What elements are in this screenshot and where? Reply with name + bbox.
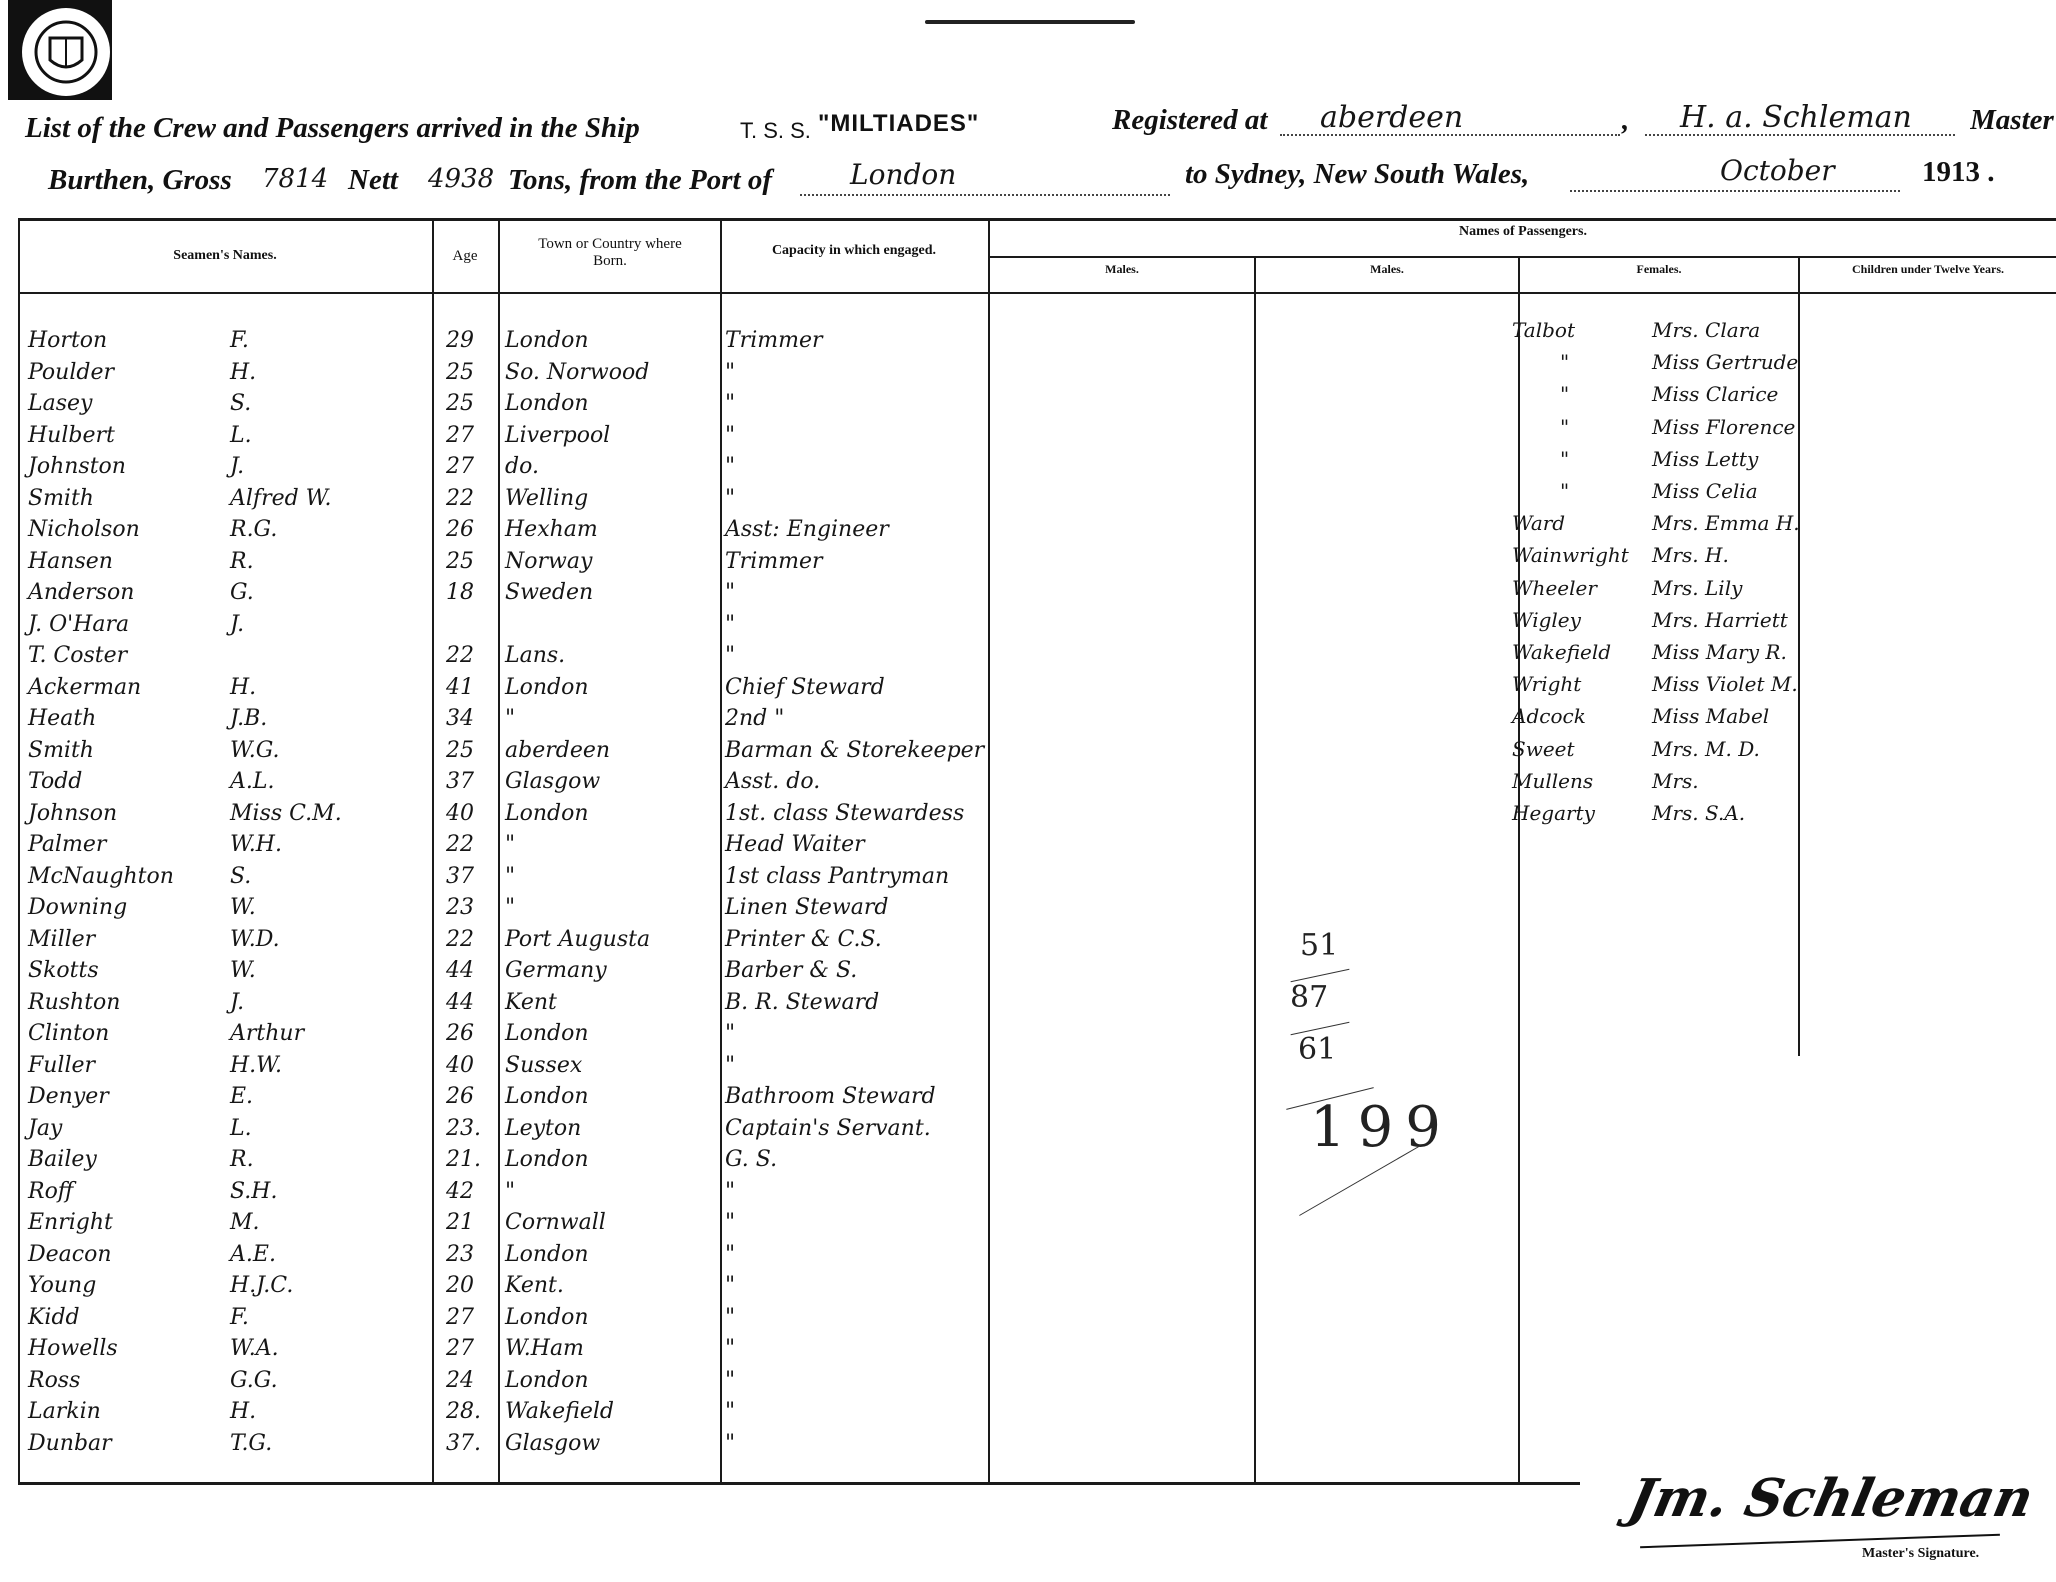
crew-capacity: Barman & Storekeeper [725,737,985,763]
crew-initials: Miss C.M. [230,800,342,826]
crew-surname: Rushton [28,989,121,1015]
crew-birthplace: London [505,1021,589,1046]
crew-birthplace: Port Augusta [505,926,651,952]
crew-birthplace: aberdeen [505,737,611,763]
female-passenger-row [1512,608,2056,639]
crew-age: 27 [446,1336,474,1361]
crew-birthplace: London [505,674,589,700]
tons-from-label: Tons, from the Port of [508,164,772,196]
crew-surname: Larkin [28,1399,101,1424]
crew-row [0,1431,2056,1462]
crew-birthplace: do. [505,454,539,479]
crew-birthplace: Kent. [505,1273,564,1298]
gross-tons: 7814 [262,164,329,194]
crew-row [0,1242,2056,1273]
passenger-surname: " [1560,350,1570,375]
passenger-surname: Ward [1512,511,1566,536]
crew-birthplace: " [505,895,516,920]
passenger-surname: " [1560,414,1570,439]
crew-capacity: Trimmer [725,328,823,353]
crew-capacity: " [725,1367,736,1393]
female-passenger-row [1512,769,2056,800]
crew-row [0,895,2056,926]
female-passenger-row [1512,543,2056,574]
passenger-given-name: Miss Clarice [1652,382,1779,407]
crew-initials: H. [230,674,257,700]
crew-initials: H.J.C. [230,1273,294,1298]
crew-surname: T. Coster [28,643,128,668]
crew-surname: J. O'Hara [28,611,130,637]
crew-capacity: 1st class Pantryman [725,863,950,889]
crew-age: 25 [446,548,474,574]
crew-capacity: " [725,1273,736,1298]
passenger-given-name: Mrs. Lily [1652,575,1743,600]
crew-surname: Skotts [28,958,99,983]
passenger-surname: Adcock [1512,704,1586,729]
crew-birthplace: So. Norwood [505,359,650,385]
crew-capacity: " [725,1210,736,1235]
crew-age: 20 [446,1273,474,1298]
crew-age: 28. [446,1399,481,1424]
list-label: List of the Crew and Passengers arrived in the Ship [25,112,640,144]
crew-capacity: B. R. Steward [725,989,880,1015]
crew-initials: F. [230,1304,249,1330]
crew-age: 37. [446,1430,481,1456]
crew-row [0,832,2056,863]
passenger-given-name: Miss Gertrude [1652,350,1799,375]
passenger-surname: " [1560,479,1570,503]
crew-age: 41 [446,674,474,700]
crew-surname: Miller [28,926,96,952]
crew-age: 27 [446,454,474,479]
crew-initials: H. [230,359,257,385]
crew-capacity: Linen Steward [725,895,889,920]
female-passenger-row [1512,447,2056,478]
passenger-given-name: Mrs. Harriett [1652,607,1788,632]
top-rule-mark [925,20,1135,24]
crew-birthplace: Kent [505,989,557,1015]
crew-capacity: Barber & S. [725,958,858,983]
crew-capacity: G. S. [725,1147,778,1172]
female-passenger-row [1512,672,2056,703]
crew-surname: Todd [28,769,83,794]
crew-capacity: " [725,1021,736,1046]
ship-name: "MILTIADES" [818,110,980,137]
crew-capacity: Head Waiter [725,832,865,857]
crew-row [0,1273,2056,1304]
crew-birthplace: London [505,328,589,353]
crew-age: 22 [446,926,474,952]
crew-birthplace: Sussex [505,1052,583,1078]
crew-capacity: " [725,485,736,511]
crew-initials: A.L. [230,769,275,794]
crew-age: 34 [446,706,474,731]
passenger-given-name: Mrs. Emma H. [1652,511,1800,536]
crew-age: 22 [446,485,474,511]
col-header-names-of-passengers: Names of Passengers. [1459,224,1587,239]
crew-initials: W.H. [230,832,282,857]
crew-initials: W. [230,958,256,983]
passenger-given-name: Mrs. S.A. [1652,801,1746,825]
crew-surname: Anderson [28,580,135,605]
crew-surname: Ackerman [28,674,142,700]
passenger-given-name: Miss Mabel [1652,704,1770,729]
crew-surname: Nicholson [28,517,140,542]
crew-age: 22 [446,832,474,857]
passenger-given-name: Mrs. M. D. [1652,736,1760,761]
crew-initials: J. [230,989,245,1015]
crew-capacity: " [725,1430,736,1456]
passenger-surname: Wakefield [1512,640,1612,664]
tally-51: 51 [1300,928,1339,963]
crew-birthplace: " [505,863,516,889]
crew-row [0,1368,2056,1399]
crew-initials: W.D. [230,926,280,952]
crew-row [0,1336,2056,1367]
crew-surname: Fuller [28,1052,96,1078]
crew-initials: J. [230,611,245,637]
crew-surname: Hulbert [28,422,115,448]
passenger-surname: Mullens [1512,768,1594,793]
crew-initials: W.A. [230,1336,279,1361]
passenger-surname: Wigley [1512,607,1581,632]
column-header-bottom-rule [18,292,2056,294]
from-port: London [850,158,957,191]
table-bottom-rule [18,1482,1580,1485]
crew-surname: Howells [28,1336,118,1361]
crew-surname: Young [28,1273,97,1298]
crew-initials: M. [230,1210,260,1235]
crew-birthplace: Cornwall [505,1210,606,1235]
crew-birthplace: " [505,1178,516,1204]
table-top-rule [18,218,2056,221]
port-dotted-line [800,194,1170,196]
crew-birthplace: London [505,1304,589,1330]
crew-birthplace: Glasgow [505,1430,601,1456]
crew-age: 26 [446,517,474,542]
crew-initials: E. [230,1084,254,1109]
registered-port: aberdeen [1320,100,1464,135]
crew-row [0,1116,2056,1147]
crew-capacity: Asst: Engineer [725,517,889,542]
crew-age: 44 [446,958,474,983]
crew-capacity: " [725,391,736,416]
crew-age: 40 [446,1052,474,1078]
crew-age: 25 [446,737,474,763]
crew-capacity: Trimmer [725,548,823,574]
passenger-surname: Wright [1512,672,1582,697]
crew-row [0,1305,2056,1336]
crew-age: 25 [446,359,474,385]
col-header-children: Children under Twelve Years. [1851,262,2004,276]
col-header-town: Town or Country where Born. [538,236,682,269]
crew-row [0,1147,2056,1178]
crew-capacity: " [725,643,736,668]
crew-age: 44 [446,989,474,1015]
crew-capacity: " [725,1178,736,1204]
crew-row [0,1021,2056,1052]
crew-row [0,864,2056,895]
date-dotted-line [1570,190,1900,192]
female-passenger-row [1512,737,2056,768]
crew-birthplace: Norway [505,548,593,574]
crew-birthplace: Welling [505,485,589,511]
nett-label: Nett [348,164,398,196]
passenger-given-name: Miss Mary R. [1652,640,1787,664]
master-signature [1623,1468,2039,1538]
to-sydney-label: to Sydney, New South Wales, [1185,158,1530,190]
passenger-given-name: Mrs. Clara [1652,318,1761,342]
crew-birthplace: W.Ham [505,1336,584,1361]
crew-row [0,990,2056,1021]
crew-row [0,1179,2056,1210]
crew-age: 18 [446,580,474,605]
crew-initials: Arthur [230,1021,305,1046]
crew-initials: S. [230,863,252,889]
crew-row [0,1210,2056,1241]
female-passenger-row [1512,382,2056,413]
crew-initials: A.E. [230,1241,276,1267]
crew-capacity: " [725,1304,736,1330]
crew-surname: Heath [28,706,97,731]
crew-surname: Lasey [28,391,93,416]
female-passenger-row [1512,704,2056,735]
passenger-given-name: Miss Letty [1652,446,1759,471]
passenger-given-name: Miss Violet M. [1652,672,1798,697]
col-header-females: Females. [1636,262,1682,276]
tally-total: 199 [1310,1095,1453,1160]
crew-capacity: Printer & C.S. [725,926,882,952]
female-passenger-row [1512,511,2056,542]
crew-initials: G. [230,580,254,605]
crew-surname: Ross [28,1367,81,1393]
crew-age: 21 [446,1210,474,1235]
crew-age: 21. [446,1147,481,1172]
crew-birthplace: Leyton [505,1115,582,1141]
burthen-label: Burthen, Gross [48,164,232,196]
crew-initials: S. [230,391,252,416]
crew-row [0,1053,2056,1084]
crew-age: 29 [446,328,474,353]
passenger-surname: Wainwright [1512,543,1629,568]
crew-initials: J. [230,454,245,479]
crew-initials: H.W. [230,1052,282,1078]
nett-tons: 4938 [428,164,495,194]
crew-capacity: " [725,611,736,637]
passenger-surname: Wheeler [1512,575,1597,600]
female-passenger-row [1512,640,2056,671]
crew-surname: Palmer [28,832,107,857]
crew-birthplace: Liverpool [505,422,611,448]
crew-row [0,927,2056,958]
crew-age: 27 [446,1304,474,1330]
crew-initials: T.G. [230,1430,273,1456]
master-name: H. a. Schleman [1680,100,1912,135]
crew-age: 23 [446,895,474,920]
crew-initials: W.G. [230,737,280,763]
col-header-capacity: Capacity in which engaged. [771,243,937,258]
crew-initials: R. [230,548,254,574]
crew-age: 26 [446,1084,474,1109]
passenger-given-name: Miss Florence [1652,414,1796,439]
crew-surname: Poulder [28,359,114,385]
passenger-given-name: Miss Celia [1652,479,1758,503]
crew-birthplace: London [505,391,589,416]
passenger-surname: Sweet [1512,736,1575,761]
crew-birthplace: Lans. [505,643,566,668]
passenger-header-rule [990,256,2056,258]
header-comma: , [1622,104,1630,136]
master-label: Master [1970,104,2054,136]
crew-birthplace: " [505,832,516,857]
col-header-males-1: Males. [1105,262,1139,276]
crew-surname: Deacon [28,1241,112,1267]
crew-surname: Clinton [28,1021,110,1046]
tally-61: 61 [1298,1032,1337,1067]
crew-surname: Downing [28,895,128,920]
female-passenger-row [1512,576,2056,607]
master-signature-label: Master's Signature. [1862,1546,1980,1561]
registered-label: Registered at [1112,104,1268,136]
crew-row [0,1084,2056,1115]
crew-initials: L. [230,422,252,448]
crew-age: 27 [446,422,474,448]
crew-age: 42 [446,1178,474,1204]
crew-birthplace: Hexham [505,517,598,542]
crew-initials: R.G. [230,517,278,542]
crew-birthplace: " [505,706,516,731]
col-header-males-2: Males. [1370,262,1404,276]
crew-capacity: " [725,580,736,605]
crew-initials: F. [230,328,249,353]
crew-capacity: " [725,454,736,479]
crew-birthplace: London [505,1084,589,1109]
crew-row [0,1399,2056,1430]
female-passenger-row [1512,801,2056,832]
sydney-stamp [8,0,112,100]
female-passenger-row [1512,479,2056,510]
crew-birthplace: London [505,1367,589,1393]
arrival-year: 1913 . [1922,156,1995,188]
crew-surname: Horton [28,328,108,353]
crew-surname: Hansen [28,548,113,574]
crew-capacity: Chief Steward [725,674,885,700]
crew-capacity: Captain's Servant. [725,1115,931,1141]
crew-birthplace: Sweden [505,580,594,605]
passenger-surname: " [1560,446,1570,471]
crew-age: 25 [446,391,474,416]
crew-capacity: " [725,422,736,448]
crew-initials: Alfred W. [230,485,332,511]
female-passenger-row [1512,318,2056,349]
crew-surname: McNaughton [28,863,174,889]
crew-capacity: " [725,1399,736,1424]
crew-initials: R. [230,1147,254,1172]
crew-age: 37 [446,769,474,794]
crew-initials: G.G. [230,1367,278,1393]
passenger-surname: " [1560,382,1570,407]
crew-birthplace: Glasgow [505,769,601,794]
crew-birthplace: Wakefield [505,1399,614,1424]
crew-age: 24 [446,1367,474,1393]
female-passenger-row [1512,350,2056,381]
crew-capacity: " [725,1241,736,1267]
crew-age: 23. [446,1115,481,1141]
crew-birthplace: Germany [505,958,607,983]
female-passenger-row [1512,415,2056,446]
crew-age: 22 [446,643,474,668]
crew-surname: Denyer [28,1084,109,1109]
tally-87: 87 [1290,980,1329,1015]
crew-surname: Johnson [28,800,118,826]
col-header-age: Age [452,248,478,264]
crew-birthplace: London [505,1147,589,1172]
crew-surname: Roff [28,1178,74,1204]
crew-row [0,958,2056,989]
crew-surname: Smith [28,737,94,763]
passenger-surname: Talbot [1512,318,1575,342]
crew-initials: L. [230,1115,252,1141]
crew-capacity: 2nd " [725,706,785,731]
crew-capacity: " [725,1336,736,1361]
crew-surname: Kidd [28,1304,80,1330]
crew-surname: Smith [28,485,94,511]
crew-age: 37 [446,863,474,889]
crew-initials: J.B. [230,706,268,731]
crew-surname: Johnston [28,454,126,479]
crew-capacity: " [725,359,736,385]
passenger-surname: Hegarty [1512,801,1595,825]
crew-initials: W. [230,895,256,920]
passenger-given-name: Mrs. H. [1652,543,1729,568]
crew-age: 26 [446,1021,474,1046]
ship-prefix: T. S. S. [740,118,811,143]
crew-age: 40 [446,800,474,826]
crew-capacity: Asst. do. [725,769,821,794]
crew-surname: Dunbar [28,1430,112,1456]
crew-initials: S.H. [230,1178,278,1204]
crew-capacity: Bathroom Steward [725,1084,936,1109]
crew-surname: Bailey [28,1147,97,1172]
crew-birthplace: London [505,1241,589,1267]
arrival-month: October [1720,154,1835,187]
crew-birthplace: London [505,800,589,826]
crew-surname: Enright [28,1210,113,1235]
passenger-given-name: Mrs. [1652,768,1699,793]
col-header-seamens-names: Seamen's Names. [173,248,277,263]
crew-initials: H. [230,1399,257,1424]
crew-surname: Jay [28,1115,63,1141]
crew-capacity: 1st. class Stewardess [725,800,965,826]
crew-age: 23 [446,1241,474,1267]
signature-script: Jm. Schleman [1623,1468,2039,1529]
crew-capacity: " [725,1052,736,1078]
